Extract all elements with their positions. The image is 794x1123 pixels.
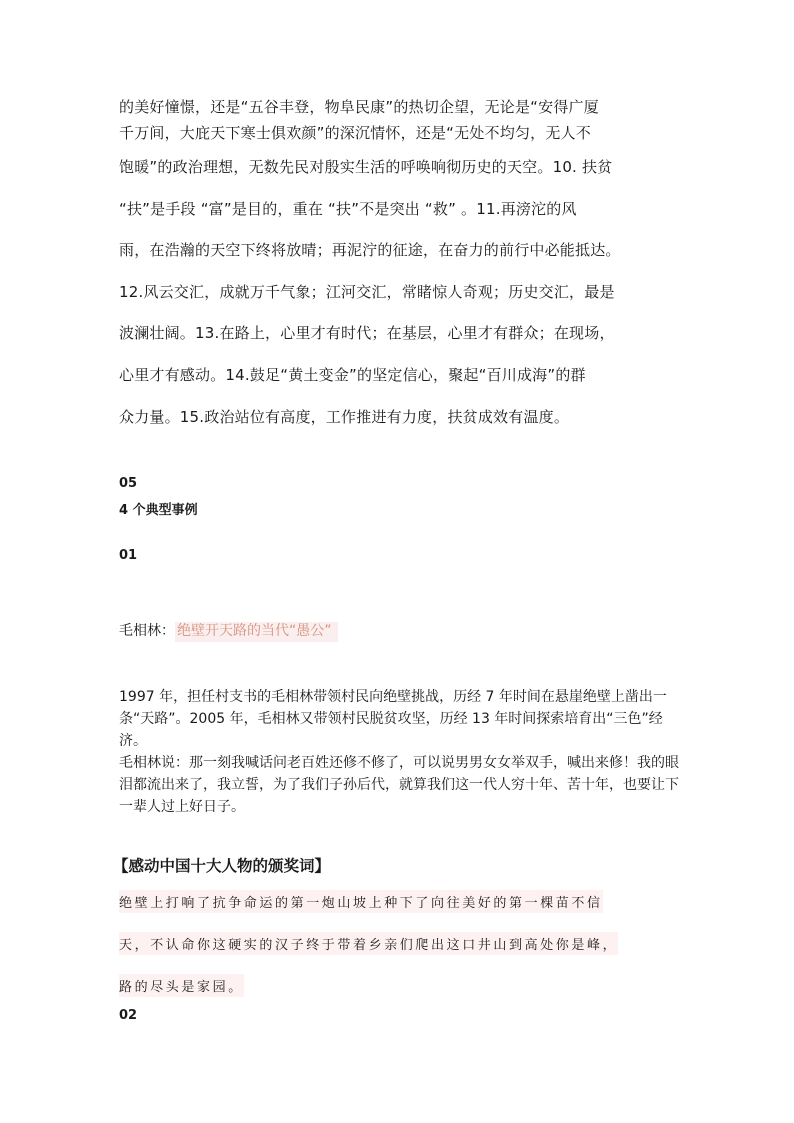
person-title: 绝壁开天路的当代“愚公” [175,622,338,642]
paragraph-line: 波澜壮阔。13.在路上，心里才有时代；在基层，心里才有群众；在现场， [119,324,615,342]
paragraph-line: 众力量。15.政治站位有高度，工作推进有力度，扶贫成效有温度。 [119,408,570,426]
section-number: 05 [119,476,138,491]
person-heading [119,620,338,640]
person-label: 毛相林： [119,623,175,639]
award-line: 绝壁上打响了抗争命运的第一炮山坡上种下了向往美好的第一棵苗不信 [119,890,603,913]
paragraph-line: 心里才有感动。14.鼓足“黄土变金”的坚定信心，聚起“百川成海”的群 [119,366,586,384]
paragraph-line: 千万间，大庇天下寒士俱欢颜”的深沉情怀，还是“无处不均匀，无人不 [119,124,591,142]
story-paragraph: 1997 年，担任村支书的毛相林带领村民向绝壁挑战，历经 7 年时间在悬崖绝壁上凿出一条“天路”。2005 年，毛相林又带领村民脱贫攻坚，历经 13 年时间探索培育出“三色”经济。 [119,689,667,749]
paragraph-line: 饱暖”的政治理想，无数先民对殷实生活的呼唤响彻历史的天空。10. 扶贫 [119,158,613,176]
section-title: 4 个典型事例 [119,503,198,518]
example-number: 02 [119,1008,138,1023]
story-text [119,686,679,818]
paragraph-line: 12.风云交汇，成就万千气象；江河交汇，常睹惊人奇观；历史交汇，最是 [119,283,615,301]
story-paragraph: 毛相林说：那一刻我喊话问老百姓还修不修了，可以说男男女女举双手，喊出来修！我的眼泪都流出来了，我立誓，为了我们子孙后代，就算我们这一代人穷十年、苦十年，也要让下一辈人过上好日子。 [119,755,679,815]
award-line: 天，不认命你这硬实的汉子终于带着乡亲们爬出这口井山到高处你是峰， [119,932,618,955]
example-number: 01 [119,548,138,563]
award-heading: 【感动中国十大人物的颁奖词】 [113,856,331,875]
award-line: 路的尽头是家园。 [119,974,244,997]
paragraph-line: 雨，在浩瀚的天空下终将放晴；再泥泞的征途，在奋力的前行中必能抵达。 [119,241,621,259]
paragraph-line: 的美好憧憬，还是“五谷丰登，物阜民康”的热切企望，无论是“安得广厦 [119,98,599,116]
paragraph-line: “扶”是手段 “富”是目的，重在 “扶”不是突出 “救” 。11.再滂沱的风 [119,200,577,218]
